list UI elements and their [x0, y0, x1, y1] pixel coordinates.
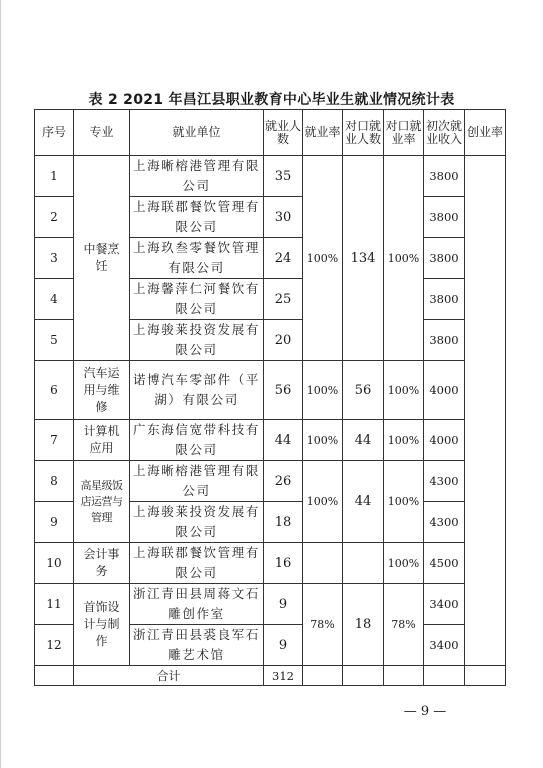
page-number: — 9 — — [403, 704, 447, 719]
row-no: 3 — [35, 238, 74, 279]
table-row — [35, 156, 506, 197]
row-no: 7 — [35, 420, 74, 461]
matched-rate-cell: 100% — [384, 361, 424, 420]
unit-cell: 广东海信宽带科技有限公司 — [130, 420, 264, 461]
salary-cell: 3800 — [424, 279, 465, 320]
table-row — [35, 543, 506, 584]
salary-cell: 4500 — [424, 543, 465, 584]
header-major: 专业 — [74, 110, 130, 156]
row-no: 2 — [35, 197, 74, 238]
header-matched-count: 对口就业人数 — [343, 110, 384, 156]
salary-cell: 4000 — [424, 420, 465, 461]
count-cell: 35 — [264, 156, 303, 197]
count-cell: 44 — [264, 420, 303, 461]
matched-rate-cell: 100% — [384, 461, 424, 543]
salary-cell: 3400 — [424, 625, 465, 666]
matched-count-cell: 44 — [343, 420, 384, 461]
matched-count-cell — [343, 543, 384, 584]
rate-cell: 100% — [303, 156, 343, 361]
header-employed-count: 就业人数 — [264, 110, 303, 156]
table-row — [35, 361, 506, 420]
matched-rate-cell: 78% — [384, 584, 424, 666]
rate-cell — [303, 543, 343, 584]
rate-cell: 100% — [303, 420, 343, 461]
row-no: 6 — [35, 361, 74, 420]
header-row — [35, 110, 506, 156]
salary-cell: 3800 — [424, 156, 465, 197]
salary-cell: 3800 — [424, 320, 465, 361]
major-cell: 会计事务 — [74, 543, 130, 584]
major-cell: 首饰设计与制作 — [74, 584, 130, 666]
total-empty-cell — [343, 666, 384, 686]
table-row — [35, 584, 506, 625]
rate-cell: 78% — [303, 584, 343, 666]
major-cell: 高星级饭店运营与管理 — [74, 461, 130, 543]
header-employment-rate: 就业率 — [303, 110, 343, 156]
matched-rate-cell: 100% — [384, 420, 424, 461]
major-cell: 汽车运用与维修 — [74, 361, 130, 420]
unit-cell: 上海联郡餐饮管理有限公司 — [130, 543, 264, 584]
unit-cell: 浙江青田县周蒋文石雕创作室 — [130, 584, 264, 625]
unit-cell: 上海馨萍仁河餐饮有限公司 — [130, 279, 264, 320]
matched-rate-cell: 100% — [384, 156, 424, 361]
total-empty-cell — [424, 666, 465, 686]
unit-cell: 上海晰榕港管理有限公司 — [130, 461, 264, 502]
total-row — [35, 666, 506, 686]
unit-cell: 上海骏莱投资发展有限公司 — [130, 320, 264, 361]
header-startup-rate: 创业率 — [465, 110, 506, 156]
unit-cell: 上海晰榕港管理有限公司 — [130, 156, 264, 197]
count-cell: 25 — [264, 279, 303, 320]
total-count: 312 — [264, 666, 303, 686]
employment-statistics-table — [34, 109, 506, 686]
total-empty-cell — [303, 666, 343, 686]
salary-cell: 3800 — [424, 197, 465, 238]
count-cell: 9 — [264, 584, 303, 625]
salary-cell: 4000 — [424, 361, 465, 420]
table-title: 表 2 2021 年昌江县职业教育中心毕业生就业情况统计表 — [88, 92, 455, 108]
row-no: 11 — [35, 584, 74, 625]
salary-cell: 3800 — [424, 238, 465, 279]
rate-cell: 100% — [303, 461, 343, 543]
count-cell: 18 — [264, 502, 303, 543]
matched-rate-cell: 100% — [384, 543, 424, 584]
salary-cell: 4300 — [424, 461, 465, 502]
row-no: 12 — [35, 625, 74, 666]
row-no: 9 — [35, 502, 74, 543]
count-cell: 24 — [264, 238, 303, 279]
row-no: 5 — [35, 320, 74, 361]
unit-cell: 浙江青田县裘良军石雕艺术馆 — [130, 625, 264, 666]
count-cell: 16 — [264, 543, 303, 584]
total-empty-cell — [384, 666, 424, 686]
salary-cell: 3400 — [424, 584, 465, 625]
row-no: 1 — [35, 156, 74, 197]
matched-count-cell: 56 — [343, 361, 384, 420]
table-row — [35, 461, 506, 502]
salary-cell: 4300 — [424, 502, 465, 543]
count-cell: 20 — [264, 320, 303, 361]
unit-cell: 上海骏莱投资发展有限公司 — [130, 502, 264, 543]
major-cell: 中餐烹饪 — [74, 156, 130, 361]
total-label: 合计 — [74, 666, 264, 686]
page-edge-line — [0, 0, 1, 768]
major-cell: 计算机应用 — [74, 420, 130, 461]
header-unit: 就业单位 — [130, 110, 264, 156]
matched-count-cell: 18 — [343, 584, 384, 666]
unit-cell: 上海玖叁零餐饮管理有限公司 — [130, 238, 264, 279]
count-cell: 56 — [264, 361, 303, 420]
total-empty-cell — [465, 666, 506, 686]
unit-cell: 诺博汽车零部件（平湖）有限公司 — [130, 361, 264, 420]
row-no: 4 — [35, 279, 74, 320]
count-cell: 26 — [264, 461, 303, 502]
header-matched-rate: 对口就业率 — [384, 110, 424, 156]
startup-rate-cell — [465, 156, 506, 666]
count-cell: 9 — [264, 625, 303, 666]
row-no: 10 — [35, 543, 74, 584]
rate-cell: 100% — [303, 361, 343, 420]
header-initial-salary: 初次就业收入 — [424, 110, 465, 156]
table-row — [35, 420, 506, 461]
row-no: 8 — [35, 461, 74, 502]
count-cell: 30 — [264, 197, 303, 238]
header-no: 序号 — [35, 110, 74, 156]
unit-cell: 上海联郡餐饮管理有限公司 — [130, 197, 264, 238]
total-empty-cell — [35, 666, 74, 686]
matched-count-cell: 134 — [343, 156, 384, 361]
matched-count-cell: 44 — [343, 461, 384, 543]
